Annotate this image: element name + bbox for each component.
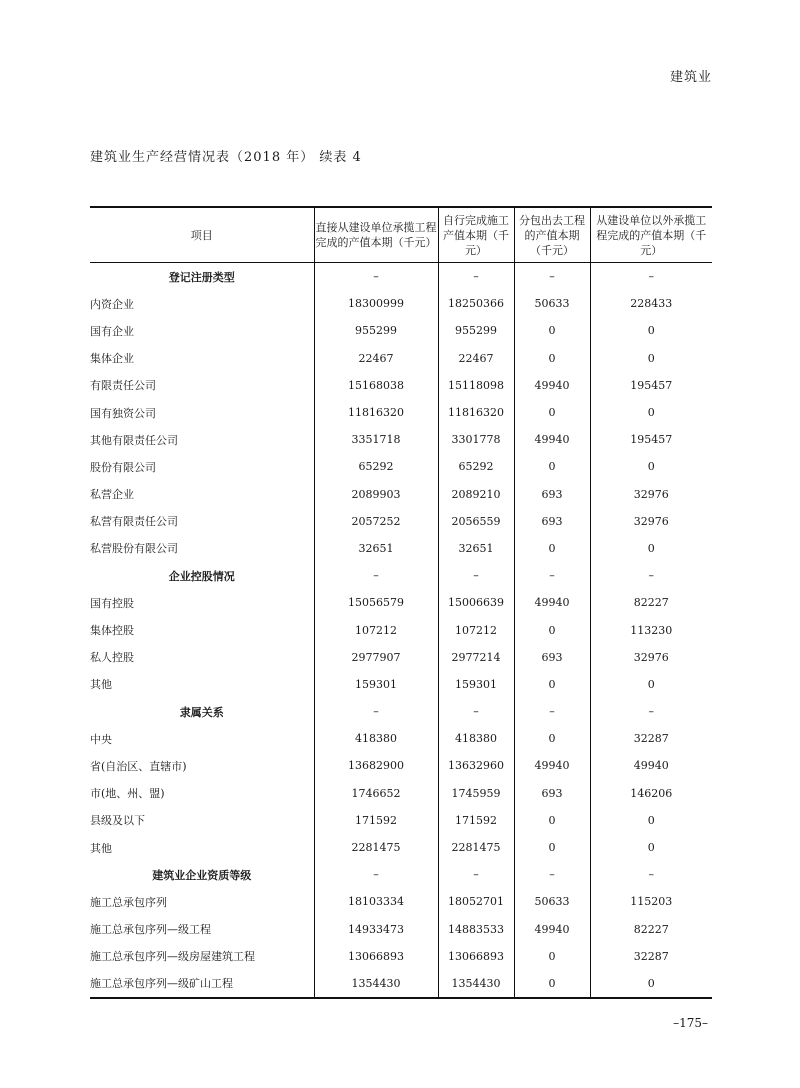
row-label: 施工总承包序列 — [90, 895, 167, 909]
table-cell: 171592 — [314, 807, 438, 834]
table-cell: 0 — [590, 317, 712, 344]
table-cell: 15006639 — [438, 589, 514, 616]
table-cell: – — [314, 861, 438, 888]
table-cell: 49940 — [514, 372, 590, 399]
table-header-row — [90, 207, 712, 263]
table-row — [90, 916, 712, 943]
table-cell: 0 — [514, 616, 590, 643]
table-cell: 18052701 — [438, 888, 514, 915]
statistics-table — [90, 206, 712, 999]
table-cell: 2281475 — [438, 834, 514, 861]
column-header-self-completed: 自行完成施工产值本期（千元） — [438, 207, 514, 263]
table-row — [90, 453, 712, 480]
row-label: 登记注册类型 — [168, 270, 235, 284]
table-cell: 195457 — [590, 372, 712, 399]
table-cell: 115203 — [590, 888, 712, 915]
table-cell: 32976 — [590, 644, 712, 671]
table-cell: 1745959 — [438, 780, 514, 807]
table-cell: 0 — [514, 317, 590, 344]
table-cell: 32976 — [590, 508, 712, 535]
table-cell: 15168038 — [314, 372, 438, 399]
section-header-row — [90, 861, 712, 888]
table-cell: 32651 — [314, 535, 438, 562]
row-label: 私人控股 — [90, 651, 134, 665]
table-cell: 22467 — [314, 345, 438, 372]
table-row — [90, 372, 712, 399]
table-cell: 113230 — [590, 616, 712, 643]
table-cell: – — [514, 263, 590, 291]
table-cell: 107212 — [314, 616, 438, 643]
table-cell: 693 — [514, 481, 590, 508]
table-row — [90, 508, 712, 535]
table-cell: 418380 — [438, 725, 514, 752]
table-cell: 0 — [590, 834, 712, 861]
row-label: 私营企业 — [90, 488, 134, 502]
table-cell: 32287 — [590, 725, 712, 752]
row-label: 建筑业企业资质等级 — [152, 868, 252, 882]
table-cell: 171592 — [438, 807, 514, 834]
column-header-subcontracted: 分包出去工程的产值本期（千元） — [514, 207, 590, 263]
row-label: 中央 — [90, 732, 112, 746]
running-head: 建筑业 — [669, 70, 712, 85]
table-cell: 0 — [590, 453, 712, 480]
table-row — [90, 725, 712, 752]
table-row — [90, 970, 712, 998]
table-cell: 195457 — [590, 426, 712, 453]
table-cell: – — [514, 861, 590, 888]
table-cell: – — [514, 698, 590, 725]
table-cell: 18250366 — [438, 290, 514, 317]
table-cell: 1746652 — [314, 780, 438, 807]
row-label: 其他有限责任公司 — [90, 433, 178, 447]
table-cell: 2057252 — [314, 508, 438, 535]
table-cell: 14933473 — [314, 916, 438, 943]
table-cell: 49940 — [514, 426, 590, 453]
section-header-row — [90, 263, 712, 291]
table-cell: 1354430 — [438, 970, 514, 998]
row-label: 隶属关系 — [179, 705, 224, 719]
row-label: 其他 — [90, 678, 112, 692]
table-cell: 32976 — [590, 481, 712, 508]
row-label: 国有控股 — [90, 596, 134, 610]
table-cell: 0 — [514, 807, 590, 834]
row-label: 股份有限公司 — [90, 460, 156, 474]
table-row — [90, 399, 712, 426]
row-label: 私营股份有限公司 — [90, 542, 178, 556]
row-label: 集体控股 — [90, 624, 134, 638]
table-cell: 11816320 — [438, 399, 514, 426]
table-cell: 14883533 — [438, 916, 514, 943]
row-label: 内资企业 — [90, 297, 134, 311]
table-cell: 2089903 — [314, 481, 438, 508]
table-cell: 0 — [590, 535, 712, 562]
table-row — [90, 481, 712, 508]
table-cell: 0 — [514, 970, 590, 998]
table-row — [90, 943, 712, 970]
table-cell: 2977907 — [314, 644, 438, 671]
table-row — [90, 807, 712, 834]
table-row — [90, 780, 712, 807]
row-label: 私营有限责任公司 — [90, 515, 178, 529]
row-label: 有限责任公司 — [90, 379, 156, 393]
table-cell: – — [438, 562, 514, 589]
table-row — [90, 426, 712, 453]
row-label: 市(地、州、盟) — [90, 787, 165, 801]
table-cell: 693 — [514, 644, 590, 671]
table-cell: – — [590, 263, 712, 291]
table-cell: 11816320 — [314, 399, 438, 426]
table-cell: – — [514, 562, 590, 589]
table-cell: 22467 — [438, 345, 514, 372]
table-row — [90, 888, 712, 915]
table-cell: 955299 — [438, 317, 514, 344]
table-cell: 49940 — [514, 752, 590, 779]
row-label: 施工总承包序列—级房屋建筑工程 — [90, 950, 255, 964]
table-cell: – — [314, 263, 438, 291]
table-cell: 107212 — [438, 616, 514, 643]
table-cell: 693 — [514, 508, 590, 535]
table-cell: 65292 — [314, 453, 438, 480]
table-cell: 15056579 — [314, 589, 438, 616]
table-row — [90, 834, 712, 861]
table-cell: 0 — [514, 345, 590, 372]
table-row — [90, 345, 712, 372]
table-cell: 0 — [514, 943, 590, 970]
table-cell: 13632960 — [438, 752, 514, 779]
row-label: 省(自治区、直辖市) — [90, 759, 187, 773]
table-row — [90, 752, 712, 779]
table-cell: 13066893 — [438, 943, 514, 970]
table-cell: 0 — [590, 671, 712, 698]
table-cell: 2977214 — [438, 644, 514, 671]
table-cell: 32651 — [438, 535, 514, 562]
row-label: 施工总承包序列—级工程 — [90, 923, 211, 937]
table-cell: 418380 — [314, 725, 438, 752]
row-label: 其他 — [90, 841, 112, 855]
table-row — [90, 535, 712, 562]
table-title: 建筑业生产经营情况表（2018 年） 续表 4 — [90, 150, 362, 165]
table-cell: 32287 — [590, 943, 712, 970]
table-cell: 82227 — [590, 916, 712, 943]
table-cell: 0 — [514, 399, 590, 426]
table-cell: 49940 — [514, 589, 590, 616]
table-cell: 65292 — [438, 453, 514, 480]
table-cell: – — [590, 698, 712, 725]
table-cell: 0 — [590, 345, 712, 372]
row-label: 县级及以下 — [90, 814, 145, 828]
table-cell: – — [590, 562, 712, 589]
table-cell: 228433 — [590, 290, 712, 317]
table-row — [90, 671, 712, 698]
table-cell: 3301778 — [438, 426, 514, 453]
table-cell: 50633 — [514, 888, 590, 915]
table-cell: 0 — [514, 535, 590, 562]
table-cell: 13682900 — [314, 752, 438, 779]
table-cell: 3351718 — [314, 426, 438, 453]
table-cell: 18300999 — [314, 290, 438, 317]
table-cell: 2281475 — [314, 834, 438, 861]
table-cell: – — [314, 562, 438, 589]
table-cell: 15118098 — [438, 372, 514, 399]
table-cell: 955299 — [314, 317, 438, 344]
table-cell: 159301 — [314, 671, 438, 698]
column-header-direct-output: 直接从建设单位承揽工程完成的产值本期（千元） — [314, 207, 438, 263]
table-cell: 49940 — [514, 916, 590, 943]
table-cell: 82227 — [590, 589, 712, 616]
table-cell: 2056559 — [438, 508, 514, 535]
row-label: 集体企业 — [90, 352, 134, 366]
table-cell: 0 — [514, 671, 590, 698]
table-body — [90, 263, 712, 999]
section-header-row — [90, 698, 712, 725]
table-cell: 159301 — [438, 671, 514, 698]
column-header-other-source: 从建设单位以外承揽工程完成的产值本期（千元） — [590, 207, 712, 263]
table-row — [90, 644, 712, 671]
table-row — [90, 589, 712, 616]
column-header-item: 项目 — [190, 228, 213, 242]
table-row — [90, 616, 712, 643]
table-row — [90, 317, 712, 344]
page-number: –175– — [673, 1016, 708, 1030]
table-cell: – — [438, 698, 514, 725]
table-cell: – — [314, 698, 438, 725]
row-label: 国有企业 — [90, 324, 134, 338]
table-cell: 0 — [514, 834, 590, 861]
section-header-row — [90, 562, 712, 589]
table-cell: 0 — [590, 970, 712, 998]
table-cell: 0 — [590, 807, 712, 834]
row-label: 国有独资公司 — [90, 406, 156, 420]
row-label: 施工总承包序列—级矿山工程 — [90, 977, 233, 991]
table-cell: 0 — [514, 725, 590, 752]
table-cell: 50633 — [514, 290, 590, 317]
table-cell: – — [438, 263, 514, 291]
table-cell: 13066893 — [314, 943, 438, 970]
table-cell: 49940 — [590, 752, 712, 779]
table-cell: 0 — [514, 453, 590, 480]
table-cell: 2089210 — [438, 481, 514, 508]
table-cell: 18103334 — [314, 888, 438, 915]
row-label: 企业控股情况 — [168, 569, 235, 583]
table-cell: 1354430 — [314, 970, 438, 998]
table-cell: 693 — [514, 780, 590, 807]
table-cell: – — [438, 861, 514, 888]
table-cell: – — [590, 861, 712, 888]
table-cell: 146206 — [590, 780, 712, 807]
table-row — [90, 290, 712, 317]
table-cell: 0 — [590, 399, 712, 426]
